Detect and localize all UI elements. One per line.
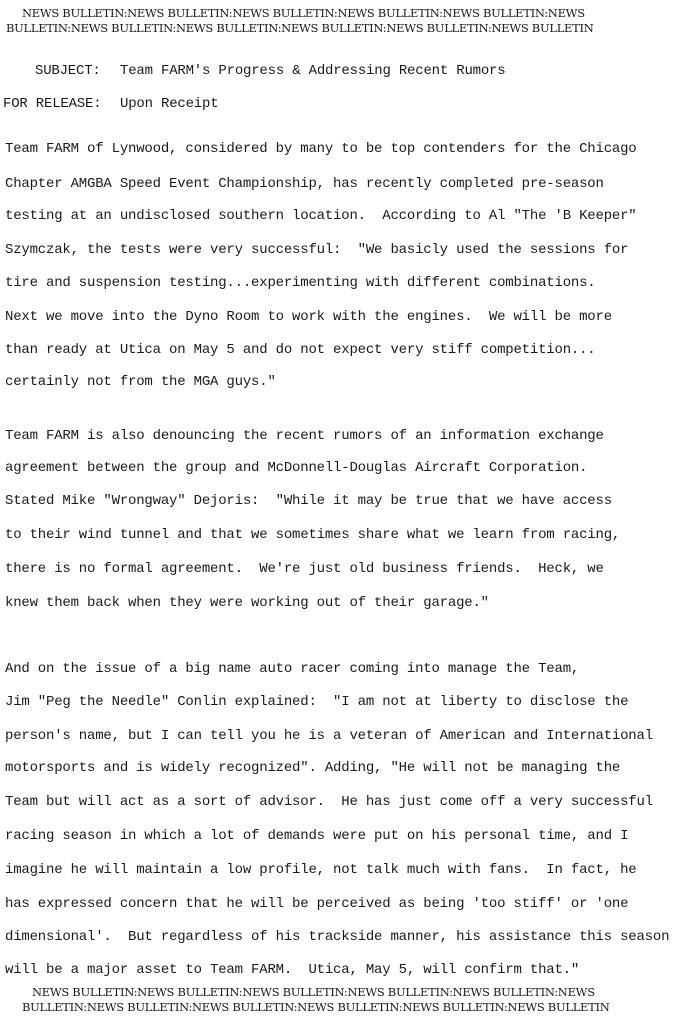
body-line: Team FARM of Lynwood, considered by many to be top contenders for the Chicago — [5, 141, 637, 157]
body-line: Chapter AMGBA Speed Event Championship, has recently completed pre-season — [5, 176, 604, 192]
release-text: Upon Receipt — [120, 96, 219, 112]
banner-bottom-line-1: NEWS BULLETIN:NEWS BULLETIN:NEWS BULLETIN:NEWS BULLETIN:NEWS BULLETIN:NEWS — [32, 985, 595, 999]
body-line: motorsports and is widely recognized". Adding, "He will not be managing the — [5, 760, 621, 776]
subject-text: Team FARM's Progress & Addressing Recent Rumors — [120, 63, 506, 79]
body-line: testing at an undisclosed southern location. According to Al "The 'B Keeper" — [5, 208, 637, 224]
banner-bottom-line-2: BULLETIN:NEWS BULLETIN:NEWS BULLETIN:NEWS BULLETIN:NEWS BULLETIN:NEWS BULLETIN — [22, 1000, 610, 1014]
body-line: racing season in which a lot of demands were put on his personal time, and I — [5, 828, 629, 844]
body-line: certainly not from the MGA guys." — [5, 374, 276, 390]
body-line: Stated Mike "Wrongway" Dejoris: "While it may be true that we have access — [5, 493, 612, 509]
body-line: agreement between the group and McDonnell-Douglas Aircraft Corporation. — [5, 460, 588, 476]
body-line: Szymczak, the tests were very successful: "We basicly used the sessions for — [5, 242, 629, 258]
body-line: Team but will act as a sort of advisor. He has just come off a very successful — [5, 794, 653, 810]
body-line: Jim "Peg the Needle" Conlin explained: "I am not at liberty to disclose the — [5, 694, 629, 710]
body-line: Next we move into the Dyno Room to work with the engines. We will be more — [5, 309, 612, 325]
body-line: knew them back when they were working out of their garage." — [5, 595, 489, 611]
body-line: person's name, but I can tell you he is a veteran of American and International — [5, 728, 653, 744]
body-line: And on the issue of a big name auto racer coming into manage the Team, — [5, 661, 580, 677]
banner-top-line-2: BULLETIN:NEWS BULLETIN:NEWS BULLETIN:NEWS BULLETIN:NEWS BULLETIN:NEWS BULLETIN — [6, 21, 594, 35]
subject-label: SUBJECT: — [35, 63, 101, 79]
banner-top-line-1: NEWS BULLETIN:NEWS BULLETIN:NEWS BULLETIN:NEWS BULLETIN:NEWS BULLETIN:NEWS — [22, 6, 585, 20]
body-line: than ready at Utica on May 5 and do not expect very stiff competition... — [5, 342, 596, 358]
body-line: dimensional'. But regardless of his trackside manner, his assistance this season — [5, 929, 670, 945]
body-line: imagine he will maintain a low profile, not talk much with fans. In fact, he — [5, 862, 637, 878]
body-line: will be a major asset to Team FARM. Utica, May 5, will confirm that." — [5, 962, 580, 978]
release-label: FOR RELEASE: — [3, 96, 102, 112]
body-line: Team FARM is also denouncing the recent rumors of an information exchange — [5, 428, 604, 444]
body-line: to their wind tunnel and that we sometimes share what we learn from racing, — [5, 527, 621, 543]
body-line: tire and suspension testing...experimenting with different combinations. — [5, 275, 596, 291]
body-line: there is no formal agreement. We're just old business friends. Heck, we — [5, 561, 604, 577]
body-line: has expressed concern that he will be perceived as being 'too stiff' or 'one — [5, 896, 629, 912]
